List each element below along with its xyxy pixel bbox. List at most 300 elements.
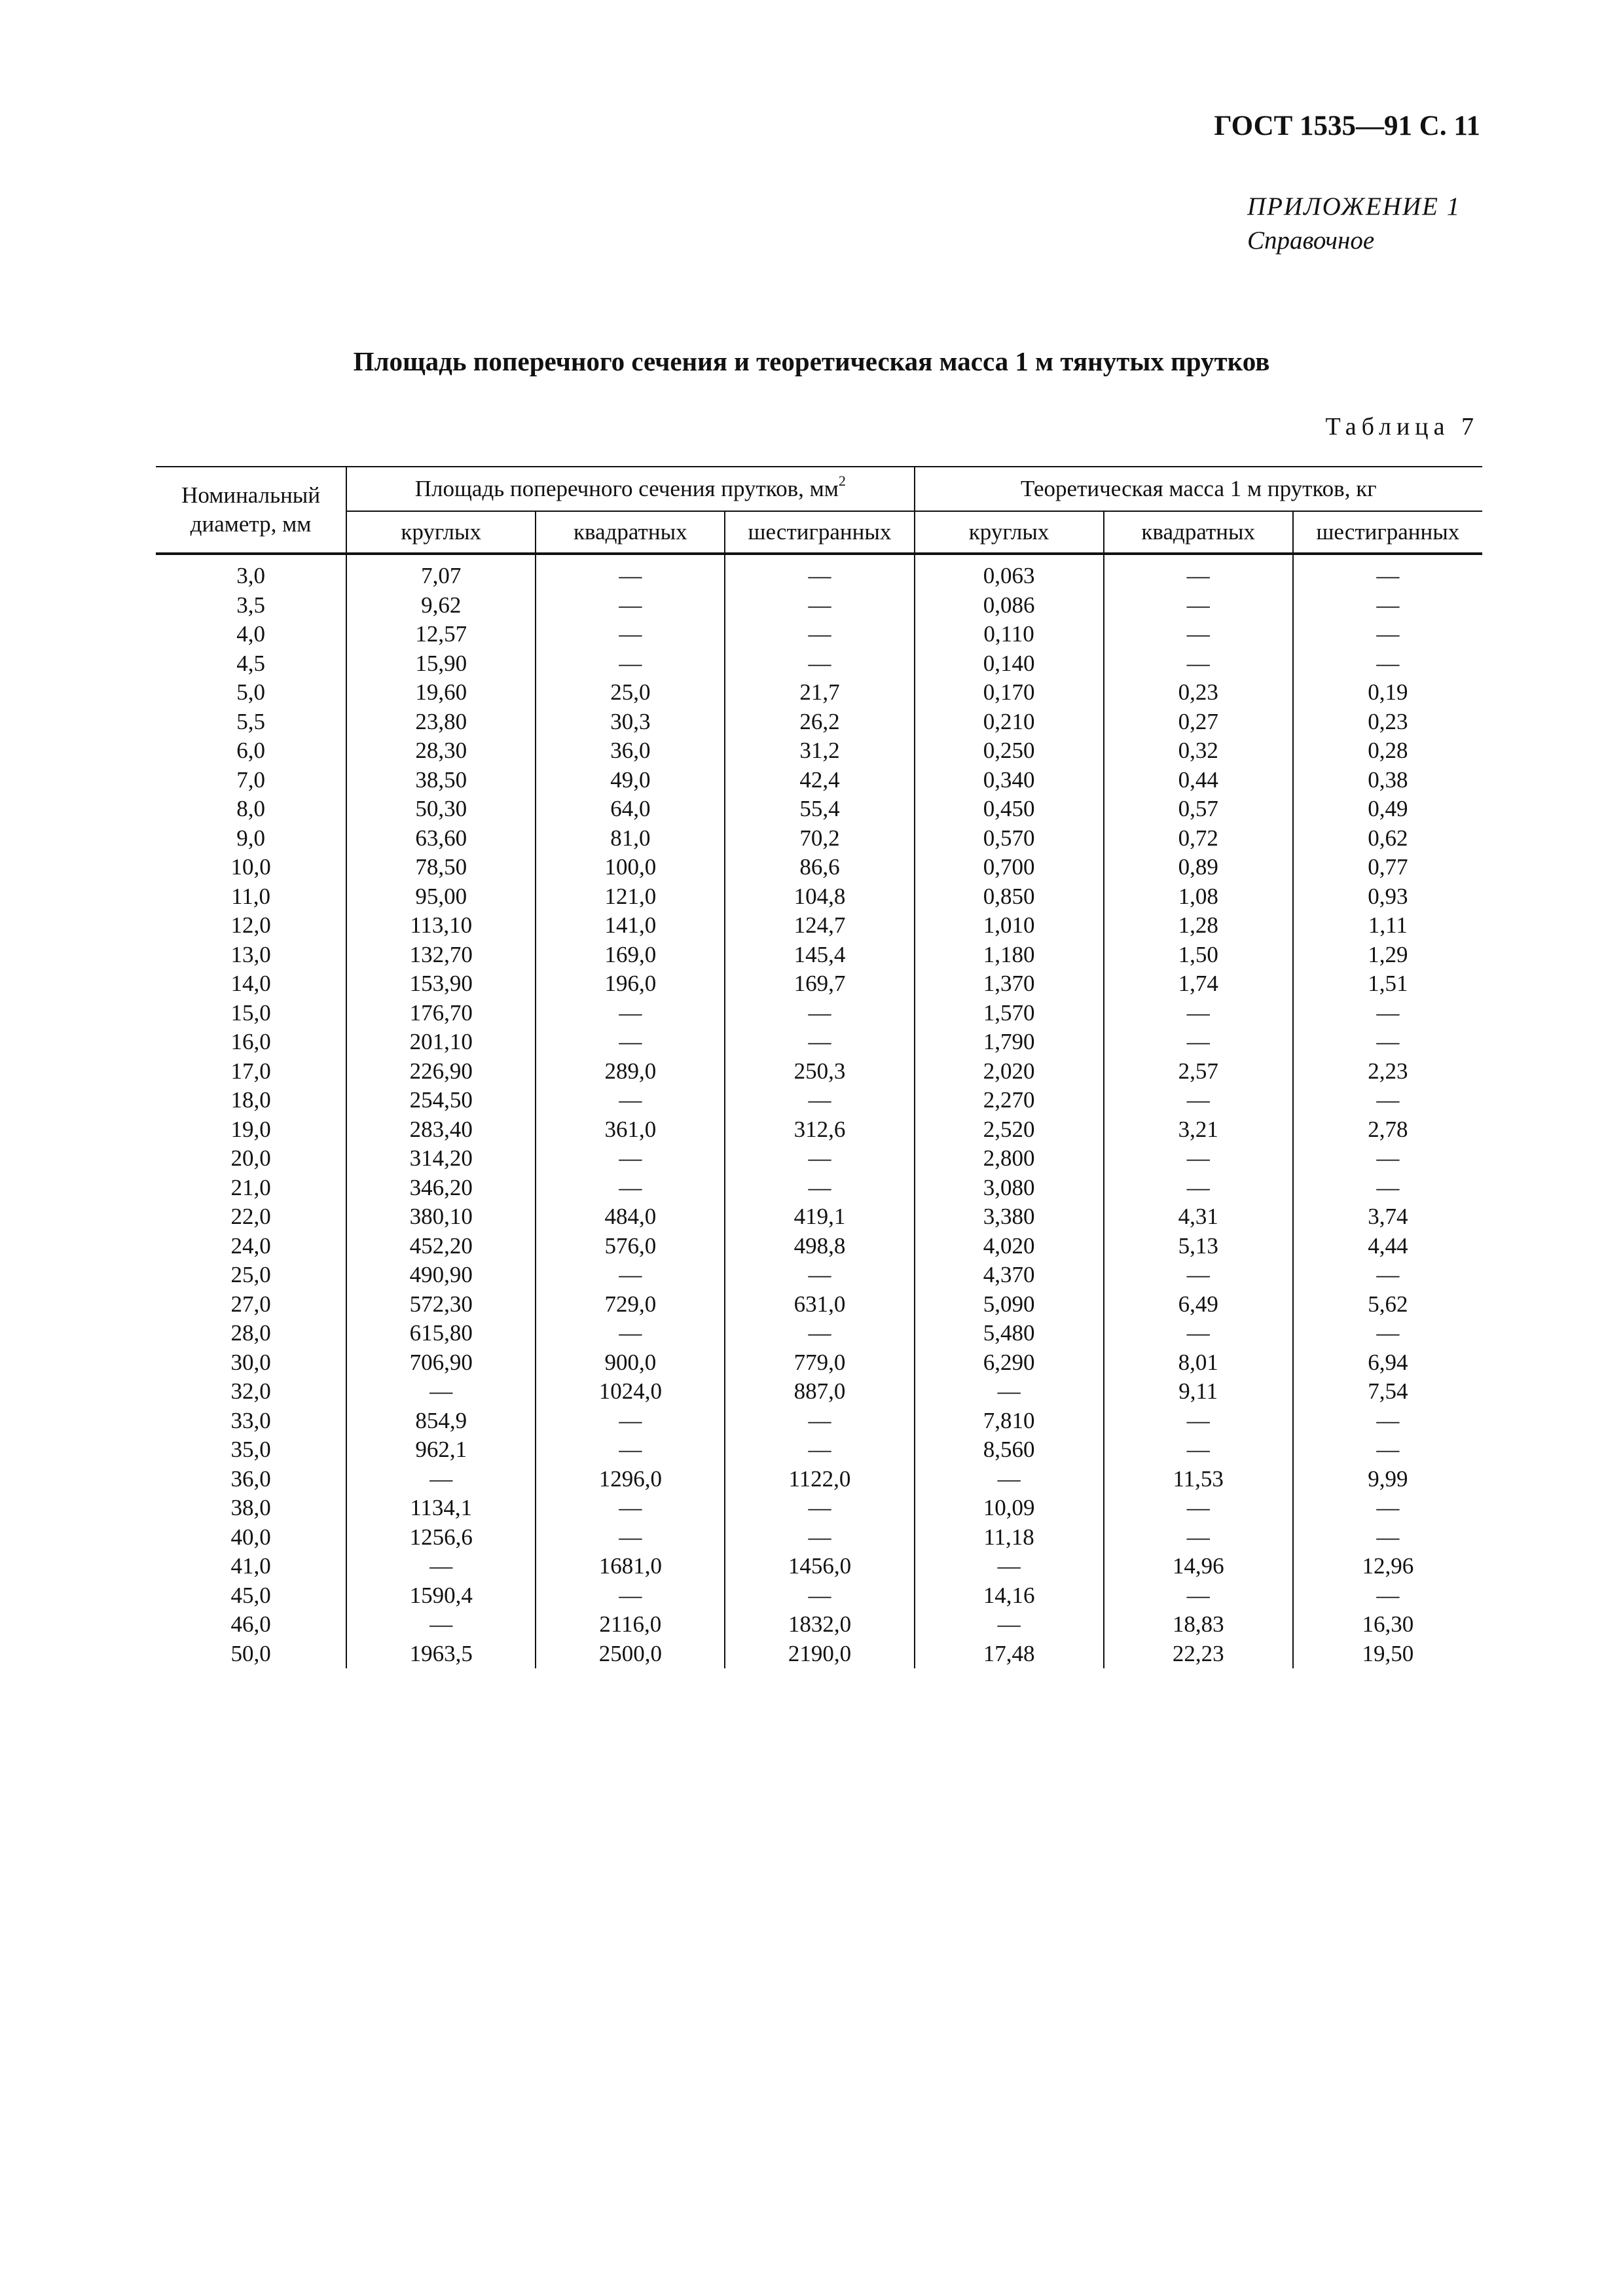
area-square-cell: — xyxy=(536,554,725,591)
mass-round-cell: 1,010 xyxy=(915,911,1104,941)
mass-square-cell: 0,23 xyxy=(1104,678,1293,708)
area-square-cell: 729,0 xyxy=(536,1290,725,1319)
area-round-cell: — xyxy=(346,1552,536,1581)
area-hex-cell: — xyxy=(725,554,914,591)
area-square-cell: 1681,0 xyxy=(536,1552,725,1581)
area-round-cell: 50,30 xyxy=(346,795,536,824)
table-row xyxy=(156,1144,1482,1174)
mass-hex-cell: 1,51 xyxy=(1293,969,1482,999)
mass-round-cell: 0,140 xyxy=(915,649,1104,679)
area-round-cell: 452,20 xyxy=(346,1232,536,1261)
area-hex-cell: 104,8 xyxy=(725,882,914,912)
area-round-cell: 706,90 xyxy=(346,1348,536,1378)
table-row xyxy=(156,1407,1482,1436)
mass-round-cell: 2,270 xyxy=(915,1086,1104,1115)
mass-hex-cell: 9,99 xyxy=(1293,1465,1482,1494)
area-round-cell: 346,20 xyxy=(346,1174,536,1203)
mass-hex-cell: 1,11 xyxy=(1293,911,1482,941)
mass-round-cell: 1,370 xyxy=(915,969,1104,999)
table-row xyxy=(156,1202,1482,1232)
area-hex-cell: — xyxy=(725,1581,914,1611)
diameter-cell: 14,0 xyxy=(230,971,271,996)
mass-hex-cell: 2,78 xyxy=(1293,1115,1482,1145)
area-hex-cell: — xyxy=(725,999,914,1028)
area-square-cell: — xyxy=(536,1407,725,1436)
area-hex-cell: 70,2 xyxy=(725,824,914,853)
area-square-cell: 64,0 xyxy=(536,795,725,824)
header-area-text: Площадь поперечного сечения прутков, мм xyxy=(414,476,839,501)
mass-round-cell: 8,560 xyxy=(915,1435,1104,1465)
mass-round-cell: 11,18 xyxy=(915,1523,1104,1552)
area-round-cell: 1590,4 xyxy=(346,1581,536,1611)
area-hex-cell: — xyxy=(725,649,914,679)
mass-hex-cell: 19,50 xyxy=(1293,1640,1482,1669)
mass-hex-cell: — xyxy=(1293,620,1482,649)
area-round-cell: 254,50 xyxy=(346,1086,536,1115)
diameter-cell: 7,0 xyxy=(236,766,265,793)
table-row xyxy=(156,1290,1482,1319)
mass-square-cell: — xyxy=(1104,1086,1293,1115)
diameter-cell: 25,0 xyxy=(230,1262,271,1287)
table-row xyxy=(156,678,1482,708)
area-square-cell: — xyxy=(536,649,725,679)
mass-square-cell: — xyxy=(1104,1494,1293,1523)
area-square-cell: 196,0 xyxy=(536,969,725,999)
mass-square-cell: 4,31 xyxy=(1104,1202,1293,1232)
mass-square-cell: — xyxy=(1104,1523,1293,1552)
mass-round-cell: 7,810 xyxy=(915,1407,1104,1436)
mass-hex-cell: — xyxy=(1293,554,1482,591)
mass-square-cell: — xyxy=(1104,1028,1293,1057)
area-round-cell: 19,60 xyxy=(346,678,536,708)
table-row xyxy=(156,1115,1482,1145)
diameter-cell: 13,0 xyxy=(230,941,271,967)
mass-round-cell: 0,210 xyxy=(915,708,1104,737)
mass-hex-cell: — xyxy=(1293,1494,1482,1523)
mass-round-cell: 1,790 xyxy=(915,1028,1104,1057)
mass-hex-cell: 0,77 xyxy=(1293,853,1482,882)
appendix-status: Справочное xyxy=(1247,226,1375,255)
area-hex-cell: — xyxy=(725,1435,914,1465)
table-row xyxy=(156,911,1482,941)
area-hex-cell: 86,6 xyxy=(725,853,914,882)
mass-hex-cell: 16,30 xyxy=(1293,1610,1482,1640)
diameter-cell: 32,0 xyxy=(230,1378,271,1404)
area-hex-cell: 26,2 xyxy=(725,708,914,737)
area-hex-cell: 1456,0 xyxy=(725,1552,914,1581)
area-square-cell: — xyxy=(536,620,725,649)
mass-square-cell: 18,83 xyxy=(1104,1610,1293,1640)
table-row xyxy=(156,554,1482,591)
area-hex-cell: — xyxy=(725,1174,914,1203)
area-square-cell: 2500,0 xyxy=(536,1640,725,1669)
area-square-cell: 100,0 xyxy=(536,853,725,882)
mass-round-cell: 5,480 xyxy=(915,1319,1104,1348)
diameter-cell: 38,0 xyxy=(230,1495,271,1520)
area-round-cell: 63,60 xyxy=(346,824,536,853)
header-area-hex: шестигранных xyxy=(725,511,914,554)
mass-hex-cell: — xyxy=(1293,999,1482,1028)
diameter-cell: 16,0 xyxy=(230,1029,271,1054)
area-round-cell: 176,70 xyxy=(346,999,536,1028)
mass-hex-cell: 0,19 xyxy=(1293,678,1482,708)
area-square-cell: 576,0 xyxy=(536,1232,725,1261)
mass-square-cell: 0,57 xyxy=(1104,795,1293,824)
mass-round-cell: 4,370 xyxy=(915,1261,1104,1290)
mass-square-cell: 1,74 xyxy=(1104,969,1293,999)
table-row xyxy=(156,1494,1482,1523)
area-round-cell: 490,90 xyxy=(346,1261,536,1290)
mass-round-cell: — xyxy=(915,1610,1104,1640)
header-mass-group: Теоретическая масса 1 м прутков, кг xyxy=(915,467,1482,511)
table-row xyxy=(156,853,1482,882)
mass-square-cell: — xyxy=(1104,1407,1293,1436)
area-round-cell: 78,50 xyxy=(346,853,536,882)
table-caption: Таблица 7 xyxy=(1325,413,1479,440)
area-hex-cell: 1122,0 xyxy=(725,1465,914,1494)
mass-square-cell: 1,08 xyxy=(1104,882,1293,912)
diameter-cell: 45,0 xyxy=(230,1582,271,1608)
mass-round-cell: 0,063 xyxy=(915,554,1104,591)
table-row xyxy=(156,1435,1482,1465)
area-round-cell: 15,90 xyxy=(346,649,536,679)
area-square-cell: — xyxy=(536,1581,725,1611)
diameter-cell: 41,0 xyxy=(230,1553,271,1579)
mass-round-cell: 17,48 xyxy=(915,1640,1104,1669)
area-hex-cell: — xyxy=(725,620,914,649)
area-hex-cell: — xyxy=(725,1028,914,1057)
table-body xyxy=(156,554,1482,1668)
table-row xyxy=(156,649,1482,679)
area-round-cell: 7,07 xyxy=(346,554,536,591)
area-square-cell: 30,3 xyxy=(536,708,725,737)
area-round-cell: 95,00 xyxy=(346,882,536,912)
mass-square-cell: — xyxy=(1104,554,1293,591)
table-row xyxy=(156,941,1482,970)
table-row xyxy=(156,1261,1482,1290)
mass-hex-cell: — xyxy=(1293,1261,1482,1290)
mass-round-cell: 0,086 xyxy=(915,591,1104,620)
mass-square-cell: 3,21 xyxy=(1104,1115,1293,1145)
area-hex-cell: — xyxy=(725,1407,914,1436)
diameter-cell: 28,0 xyxy=(230,1320,271,1346)
diameter-cell: 21,0 xyxy=(230,1174,271,1200)
table-row xyxy=(156,1552,1482,1581)
area-hex-cell: 2190,0 xyxy=(725,1640,914,1669)
table-row xyxy=(156,1581,1482,1611)
table-row xyxy=(156,708,1482,737)
mass-hex-cell: 0,28 xyxy=(1293,736,1482,766)
mass-square-cell: 6,49 xyxy=(1104,1290,1293,1319)
area-square-cell: — xyxy=(536,1174,725,1203)
area-hex-cell: 169,7 xyxy=(725,969,914,999)
mass-round-cell: 1,180 xyxy=(915,941,1104,970)
area-square-cell: 81,0 xyxy=(536,824,725,853)
mass-round-cell: 0,450 xyxy=(915,795,1104,824)
data-table xyxy=(156,466,1482,1668)
mass-round-cell: — xyxy=(915,1377,1104,1407)
area-square-cell: 25,0 xyxy=(536,678,725,708)
diameter-cell: 10,0 xyxy=(230,854,271,880)
area-round-cell: 132,70 xyxy=(346,941,536,970)
table-row xyxy=(156,1028,1482,1057)
area-square-cell: 2116,0 xyxy=(536,1610,725,1640)
area-square-cell: — xyxy=(536,999,725,1028)
mass-hex-cell: 4,44 xyxy=(1293,1232,1482,1261)
area-hex-cell: — xyxy=(725,1494,914,1523)
table-row xyxy=(156,1086,1482,1115)
table-row xyxy=(156,1348,1482,1378)
table-row xyxy=(156,1523,1482,1552)
table-row xyxy=(156,766,1482,795)
area-square-cell: 49,0 xyxy=(536,766,725,795)
mass-round-cell: 0,700 xyxy=(915,853,1104,882)
mass-hex-cell: — xyxy=(1293,649,1482,679)
diameter-cell: 18,0 xyxy=(230,1087,271,1113)
area-square-cell: — xyxy=(536,1144,725,1174)
mass-hex-cell: 0,62 xyxy=(1293,824,1482,853)
mass-hex-cell: — xyxy=(1293,1435,1482,1465)
mass-square-cell: — xyxy=(1104,620,1293,649)
mass-square-cell: 1,50 xyxy=(1104,941,1293,970)
mass-round-cell: — xyxy=(915,1465,1104,1494)
mass-hex-cell: 5,62 xyxy=(1293,1290,1482,1319)
area-round-cell: 1256,6 xyxy=(346,1523,536,1552)
area-round-cell: 113,10 xyxy=(346,911,536,941)
area-hex-cell: 31,2 xyxy=(725,736,914,766)
area-square-cell: 36,0 xyxy=(536,736,725,766)
mass-square-cell: 14,96 xyxy=(1104,1552,1293,1581)
area-hex-cell: 124,7 xyxy=(725,911,914,941)
diameter-cell: 4,5 xyxy=(236,650,265,676)
area-round-cell: 1134,1 xyxy=(346,1494,536,1523)
mass-hex-cell: 7,54 xyxy=(1293,1377,1482,1407)
area-round-cell: 380,10 xyxy=(346,1202,536,1232)
diameter-cell: 20,0 xyxy=(230,1145,271,1171)
area-hex-cell: — xyxy=(725,1261,914,1290)
mass-square-cell: — xyxy=(1104,1174,1293,1203)
diameter-cell: 24,0 xyxy=(230,1232,271,1259)
diameter-cell: 17,0 xyxy=(230,1058,271,1084)
table-row xyxy=(156,591,1482,620)
table-row xyxy=(156,1465,1482,1494)
mass-hex-cell: — xyxy=(1293,1028,1482,1057)
diameter-cell: 36,0 xyxy=(230,1465,271,1492)
mass-round-cell: 0,850 xyxy=(915,882,1104,912)
mass-hex-cell: — xyxy=(1293,1407,1482,1436)
area-round-cell: 854,9 xyxy=(346,1407,536,1436)
area-hex-cell: 55,4 xyxy=(725,795,914,824)
area-square-cell: 1296,0 xyxy=(536,1465,725,1494)
table-row xyxy=(156,1377,1482,1407)
area-square-cell: 361,0 xyxy=(536,1115,725,1145)
diameter-cell: 27,0 xyxy=(230,1291,271,1317)
area-square-cell: 484,0 xyxy=(536,1202,725,1232)
mass-square-cell: 11,53 xyxy=(1104,1465,1293,1494)
mass-square-cell: 2,57 xyxy=(1104,1057,1293,1086)
mass-square-cell: 22,23 xyxy=(1104,1640,1293,1669)
diameter-cell: 40,0 xyxy=(230,1524,271,1550)
diameter-cell: 6,0 xyxy=(236,738,265,763)
mass-round-cell: — xyxy=(915,1552,1104,1581)
mass-square-cell: — xyxy=(1104,649,1293,679)
mass-hex-cell: — xyxy=(1293,1319,1482,1348)
header-mass-hex: шестигранных xyxy=(1293,511,1482,554)
area-hex-cell: 631,0 xyxy=(725,1290,914,1319)
mass-round-cell: 0,170 xyxy=(915,678,1104,708)
diameter-cell: 15,0 xyxy=(230,999,271,1026)
appendix-block xyxy=(1247,190,1461,258)
mass-hex-cell: — xyxy=(1293,1086,1482,1115)
area-square-cell: 141,0 xyxy=(536,911,725,941)
mass-hex-cell: — xyxy=(1293,1144,1482,1174)
area-round-cell: 38,50 xyxy=(346,766,536,795)
area-square-cell: — xyxy=(536,1028,725,1057)
mass-square-cell: 1,28 xyxy=(1104,911,1293,941)
diameter-cell: 46,0 xyxy=(230,1611,271,1637)
area-round-cell: — xyxy=(346,1610,536,1640)
area-square-cell: 169,0 xyxy=(536,941,725,970)
mass-round-cell: 2,800 xyxy=(915,1144,1104,1174)
table-header xyxy=(156,467,1482,554)
diameter-cell: 3,5 xyxy=(236,592,265,618)
area-hex-cell: — xyxy=(725,1086,914,1115)
mass-hex-cell: — xyxy=(1293,1581,1482,1611)
table-row xyxy=(156,795,1482,824)
table-row xyxy=(156,1174,1482,1203)
table-row xyxy=(156,1610,1482,1640)
area-hex-cell: 419,1 xyxy=(725,1202,914,1232)
diameter-cell: 5,0 xyxy=(236,679,265,705)
mass-round-cell: 3,080 xyxy=(915,1174,1104,1203)
diameter-cell: 8,0 xyxy=(236,796,265,821)
area-hex-cell: 145,4 xyxy=(725,941,914,970)
area-round-cell: 12,57 xyxy=(346,620,536,649)
area-square-cell: — xyxy=(536,1494,725,1523)
area-hex-cell: 498,8 xyxy=(725,1232,914,1261)
area-round-cell: 615,80 xyxy=(346,1319,536,1348)
header-mass-round: круглых xyxy=(915,511,1104,554)
mass-hex-cell: 3,74 xyxy=(1293,1202,1482,1232)
mass-hex-cell: 0,23 xyxy=(1293,708,1482,737)
diameter-cell: 4,0 xyxy=(236,621,265,647)
mass-square-cell: — xyxy=(1104,1435,1293,1465)
mass-hex-cell: 1,29 xyxy=(1293,941,1482,970)
area-hex-cell: 887,0 xyxy=(725,1377,914,1407)
mass-square-cell: 0,89 xyxy=(1104,853,1293,882)
mass-hex-cell: — xyxy=(1293,591,1482,620)
data-table-container xyxy=(156,466,1482,1668)
area-hex-cell: — xyxy=(725,591,914,620)
mass-square-cell: 0,44 xyxy=(1104,766,1293,795)
area-round-cell: 9,62 xyxy=(346,591,536,620)
diameter-cell: 9,0 xyxy=(236,825,265,851)
area-square-cell: — xyxy=(536,1261,725,1290)
mass-round-cell: 10,09 xyxy=(915,1494,1104,1523)
table-row xyxy=(156,999,1482,1028)
area-square-cell: — xyxy=(536,1523,725,1552)
area-hex-cell: 42,4 xyxy=(725,766,914,795)
area-hex-cell: — xyxy=(725,1144,914,1174)
diameter-cell: 11,0 xyxy=(231,883,271,909)
area-round-cell: 201,10 xyxy=(346,1028,536,1057)
mass-hex-cell: 6,94 xyxy=(1293,1348,1482,1378)
mass-round-cell: 0,110 xyxy=(915,620,1104,649)
area-hex-cell: — xyxy=(725,1523,914,1552)
mass-square-cell: — xyxy=(1104,591,1293,620)
mass-round-cell: 2,020 xyxy=(915,1057,1104,1086)
mass-square-cell: 9,11 xyxy=(1104,1377,1293,1407)
area-hex-cell: — xyxy=(725,1319,914,1348)
diameter-cell: 19,0 xyxy=(230,1116,271,1142)
header-mass-square: квадратных xyxy=(1104,511,1293,554)
table-row xyxy=(156,620,1482,649)
mass-hex-cell: 0,38 xyxy=(1293,766,1482,795)
area-round-cell: 962,1 xyxy=(346,1435,536,1465)
mass-round-cell: 5,090 xyxy=(915,1290,1104,1319)
mass-round-cell: 3,380 xyxy=(915,1202,1104,1232)
header-area-unit-sup: 2 xyxy=(838,473,846,489)
diameter-cell: 35,0 xyxy=(230,1437,271,1462)
mass-hex-cell: 2,23 xyxy=(1293,1057,1482,1086)
header-area-group xyxy=(346,467,914,511)
diameter-cell: 3,0 xyxy=(236,563,265,588)
diameter-cell: 50,0 xyxy=(230,1640,271,1666)
mass-round-cell: 0,340 xyxy=(915,766,1104,795)
diameter-cell: 5,5 xyxy=(236,708,265,734)
diameter-cell: 33,0 xyxy=(230,1407,271,1433)
mass-round-cell: 6,290 xyxy=(915,1348,1104,1378)
area-round-cell: 283,40 xyxy=(346,1115,536,1145)
mass-hex-cell: 12,96 xyxy=(1293,1552,1482,1581)
mass-round-cell: 1,570 xyxy=(915,999,1104,1028)
area-hex-cell: 250,3 xyxy=(725,1057,914,1086)
mass-square-cell: 0,27 xyxy=(1104,708,1293,737)
table-row xyxy=(156,1640,1482,1669)
document-title: Площадь поперечного сечения и теоретическая масса 1 м тянутых прутков xyxy=(353,346,1270,376)
area-hex-cell: 312,6 xyxy=(725,1115,914,1145)
header-diameter: Номинальный диаметр, мм xyxy=(156,467,346,554)
mass-round-cell: 4,020 xyxy=(915,1232,1104,1261)
diameter-cell: 22,0 xyxy=(230,1204,271,1229)
table-row xyxy=(156,736,1482,766)
area-hex-cell: 779,0 xyxy=(725,1348,914,1378)
table-row xyxy=(156,882,1482,912)
area-round-cell: 314,20 xyxy=(346,1144,536,1174)
table-row xyxy=(156,1232,1482,1261)
area-square-cell: 1024,0 xyxy=(536,1377,725,1407)
area-square-cell: — xyxy=(536,591,725,620)
header-area-square: квадратных xyxy=(536,511,725,554)
mass-square-cell: 0,72 xyxy=(1104,824,1293,853)
diameter-cell: 30,0 xyxy=(230,1349,271,1375)
area-square-cell: — xyxy=(536,1086,725,1115)
diameter-cell: 12,0 xyxy=(230,912,271,938)
area-round-cell: 23,80 xyxy=(346,708,536,737)
mass-square-cell: 5,13 xyxy=(1104,1232,1293,1261)
area-square-cell: 289,0 xyxy=(536,1057,725,1086)
area-round-cell: — xyxy=(346,1377,536,1407)
mass-hex-cell: 0,49 xyxy=(1293,795,1482,824)
area-square-cell: 121,0 xyxy=(536,882,725,912)
table-row xyxy=(156,824,1482,853)
mass-hex-cell: — xyxy=(1293,1174,1482,1203)
mass-square-cell: — xyxy=(1104,999,1293,1028)
area-round-cell: 572,30 xyxy=(346,1290,536,1319)
mass-round-cell: 0,250 xyxy=(915,736,1104,766)
area-square-cell: — xyxy=(536,1319,725,1348)
mass-square-cell: — xyxy=(1104,1319,1293,1348)
